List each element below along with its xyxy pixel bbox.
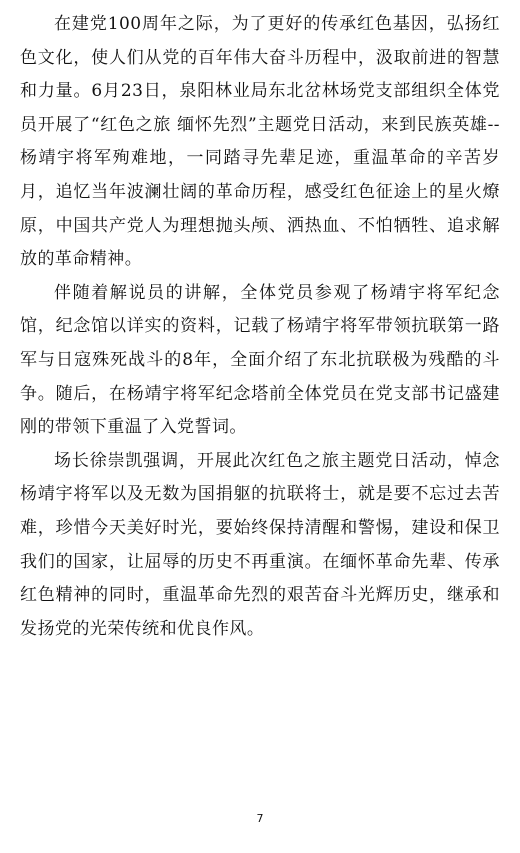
body-paragraph-1: 在建党100周年之际，为了更好的传承红色基因，弘扬红色文化，使人们从党的百年伟大奋斗历程中，汲取前进的智慧和力量。6月23日，泉阳林业局东北岔林场党支部组织全体党员开展了“红色之旅 缅怀先烈”主题党日活动，来到民族英雄--杨靖宇将军殉难地，一同踏寻先辈足迹，重温革命的辛苦岁月，追忆当年波澜壮阔的革命历程，感受红色征途上的星火燎原，中国共产党人为理想抛头颅、洒热血、不怕牺牲、追求解放的革命精神。 (20, 14, 500, 270)
body-paragraph-3: 场长徐崇凯强调，开展此次红色之旅主题党日活动，悼念杨靖宇将军以及无数为国捐躯的抗联将士，就是要不忘过去苦难，珍惜今天美好时光，要始终保持清醒和警惕，建设和保卫我们的国家，让屈辱的历史不再重演。在缅怀革命先辈、传承红色精神的同时，重温革命先烈的艰苦奋斗光辉历史，继承和发扬党的光荣传统和优良作风。 (20, 450, 500, 639)
page-number: 7 (256, 812, 264, 825)
body-paragraph-2: 伴随着解说员的讲解，全体党员参观了杨靖宇将军纪念馆，纪念馆以详实的资料，记载了杨靖宇将军带领抗联第一路军与日寇殊死战斗的8年，全面介绍了东北抗联极为残酷的斗争。随后，在杨靖宇将军纪念塔前全体党员在党支部书记盛建刚的带领下重温了入党誓词。 (20, 282, 500, 438)
